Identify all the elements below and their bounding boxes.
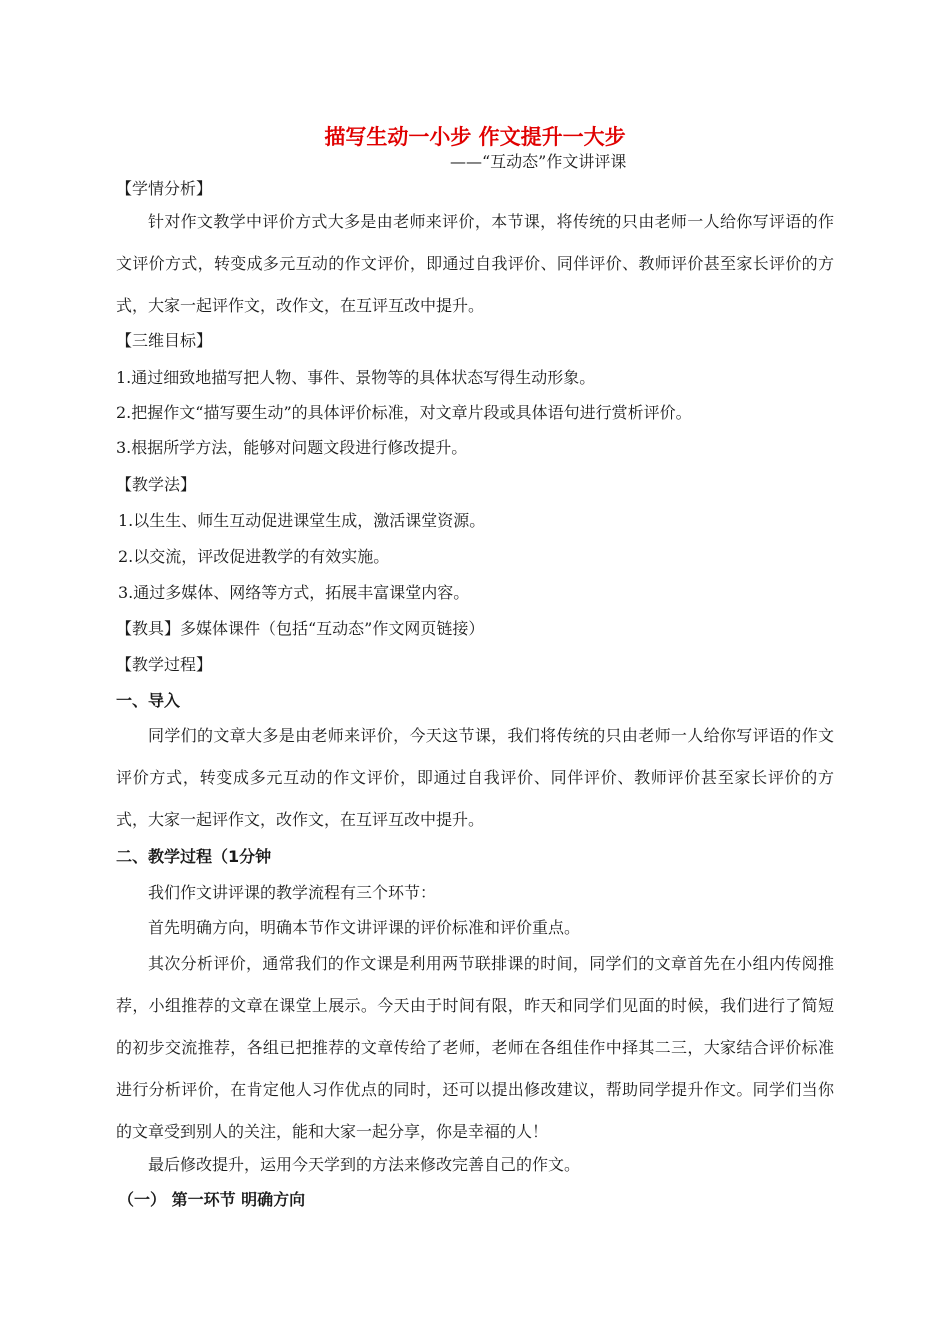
list-item-mubiao-3: 3.根据所学方法，能够对问题文段进行修改提升。 xyxy=(116,438,468,457)
list-item-jiaoxuefa-3: 3.通过多媒体、网络等方式，拓展丰富课堂内容。 xyxy=(118,583,470,602)
heading-xueqing: 【学情分析】 xyxy=(116,179,213,198)
heading-guocheng: 【教学过程】 xyxy=(116,655,213,674)
list-item-mubiao-1: 1.通过细致地描写把人物、事件、景物等的具体状态写得生动形象。 xyxy=(116,368,596,387)
heading-jiaoxuefa: 【教学法】 xyxy=(116,475,197,494)
heading-process: 二、教学过程（1分钟 xyxy=(116,847,272,866)
list-item-mubiao-2: 2.把握作文“描写要生动”的具体评价标准，对文章片段或具体语句进行赏析评价。 xyxy=(116,403,692,422)
paragraph-process-1: 我们作文讲评课的教学流程有三个环节： xyxy=(148,883,437,902)
heading-daoru: 一、导入 xyxy=(116,691,181,710)
document-subtitle: ——“互动态”作文讲评课 xyxy=(450,152,627,171)
paragraph-process-2: 首先明确方向，明确本节作文讲评课的评价标准和评价重点。 xyxy=(148,918,581,937)
paragraph-xueqing: 针对作文教学中评价方式大多是由老师来评价，本节课，将传统的只由老师一人给你写评语的作文评价方式，转变成多元互动的作文评价，即通过自我评价、同伴评价、教师评价甚至家长评价的方式，大家一起评作文，改作文，在互评互改中提升。 xyxy=(116,212,834,315)
list-item-jiaoxuefa-1: 1.以生生、师生互动促进课堂生成，激活课堂资源。 xyxy=(118,511,486,530)
heading-step1: （一） 第一环节 明确方向 xyxy=(118,1190,306,1209)
heading-mubiao: 【三维目标】 xyxy=(116,331,213,350)
list-item-jiaoxuefa-2: 2.以交流，评改促进教学的有效实施。 xyxy=(118,547,390,566)
document-title: 描写生动一小步 作文提升一大步 xyxy=(324,125,626,149)
paragraph-jiaoju: 【教具】多媒体课件（包括“互动态”作文网页链接） xyxy=(116,619,485,638)
paragraph-process-3: 其次分析评价，通常我们的作文课是利用两节联排课的时间，同学们的文章首先在小组内传阅推荐，小组推荐的文章在课堂上展示。今天由于时间有限，昨天和同学们见面的时候，我们进行了简短的初步交流推荐，各组已把推荐的文章传给了老师，老师在各组佳作中择其二三，大家结合评价标准进行分析评价，在肯定他人习作优点的同时，还可以提出修改建议，帮助同学提升作文。同学们当你的文章受到别人的关注，能和大家一起分享，你是幸福的人！ xyxy=(116,954,834,1141)
paragraph-daoru: 同学们的文章大多是由老师来评价，今天这节课，我们将传统的只由老师一人给你写评语的作文评价方式，转变成多元互动的作文评价，即通过自我评价、同伴评价、教师评价甚至家长评价的方式，大家一起评作文，改作文，在互评互改中提升。 xyxy=(116,726,834,829)
paragraph-process-4: 最后修改提升，运用今天学到的方法来修改完善自己的作文。 xyxy=(148,1155,581,1174)
